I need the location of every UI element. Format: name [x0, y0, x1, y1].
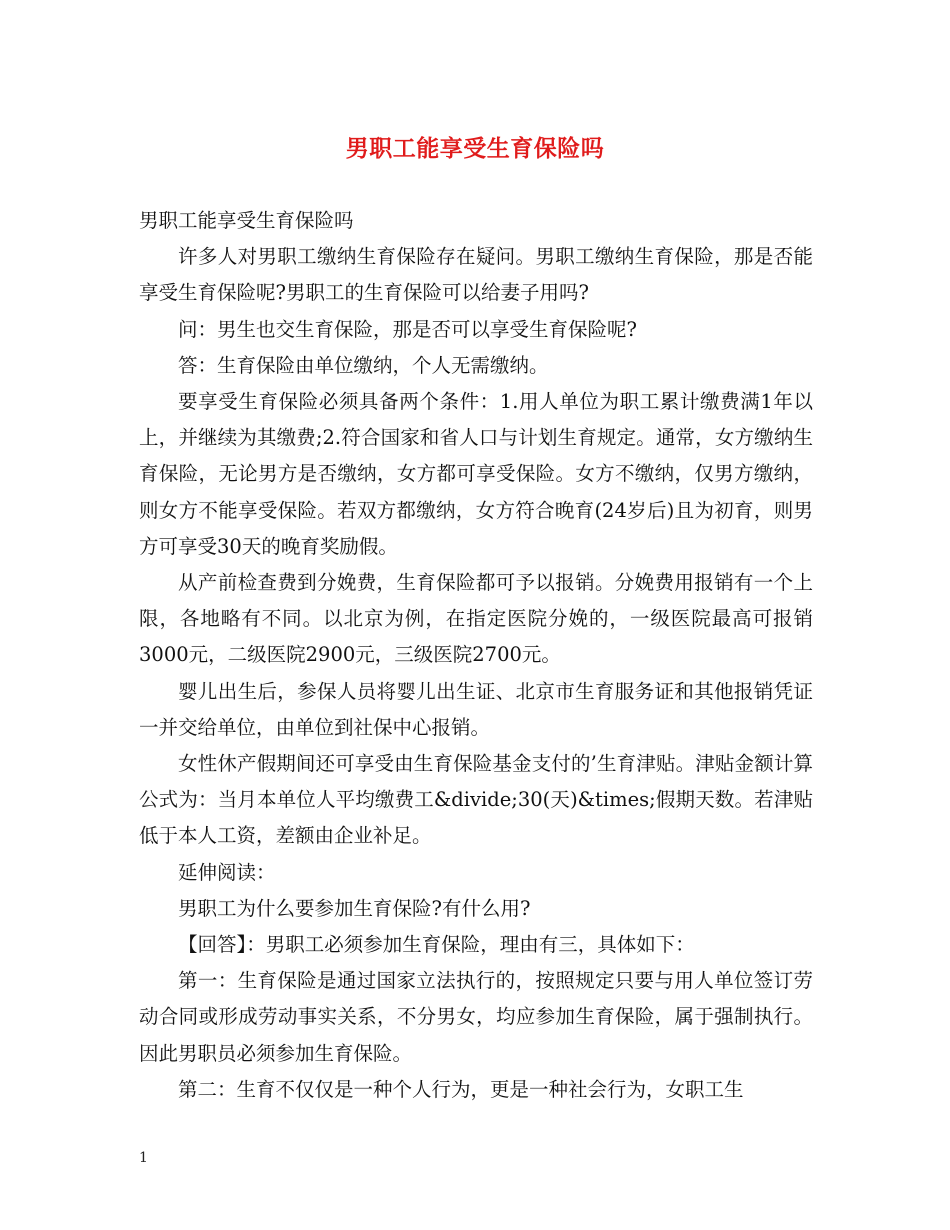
- paragraph-reply: 【回答】：男职工必须参加生育保险，理由有三，具体如下：: [178, 933, 695, 957]
- paragraph-reason-two: 第二：生育不仅仅是一种个人行为，更是一种社会行为，女职工生: [178, 1077, 744, 1101]
- paragraph-reimbursement: 从产前检查费到分娩费，生育保险都可予以报销。分娩费用报销有一个上限，各地略有不同。以北京为例，在指定医院分娩的，一级医院最高可报销3000元，二级医院2900元，三级医院2700元。: [139, 571, 813, 667]
- paragraph-procedure: 婴儿出生后，参保人员将婴儿出生证、北京市生育服务证和其他报销凭证一并交给单位，由单位到社保中心报销。: [139, 679, 813, 739]
- paragraph-conditions: 要享受生育保险必须具备两个条件：1.用人单位为职工累计缴费满1年以上，并继续为其缴费;2.符合国家和省人口与计划生育规定。通常，女方缴纳生育保险，无论男方是否缴纳，女方都可享受保险。女方不缴纳，仅男方缴纳，则女方不能享受保险。若双方都缴纳，女方符合晚育(24岁后)且为初育，则男方可享受30天的晚育奖励假。: [139, 390, 813, 558]
- paragraph-allowance: 女性休产假期间还可享受由生育保险基金支付的’生育津贴。津贴金额计算公式为：当月本单位人平均缴费工&divide;30(天)&times;假期天数。若津贴低于本人工资，差额由企业补足。: [139, 752, 813, 848]
- document-subtitle: 男职工能享受生育保险吗: [139, 209, 354, 232]
- page-number: 1: [139, 1150, 148, 1166]
- paragraph-answer: 答：生育保险由单位缴纳，个人无需缴纳。: [178, 353, 549, 377]
- paragraph-question: 问：男生也交生育保险，那是否可以享受生育保险呢?: [178, 317, 637, 341]
- paragraph-why-question: 男职工为什么要参加生育保险?有什么用?: [178, 896, 531, 920]
- paragraph-intro: 许多人对男职工缴纳生育保险存在疑问。男职工缴纳生育保险，那是否能享受生育保险呢?男职工的生育保险可以给妻子用吗?: [139, 245, 813, 305]
- document-body: [139, 203, 813, 1108]
- document-title: 男职工能享受生育保险吗: [345, 135, 605, 162]
- paragraph-further-reading: 延伸阅读：: [178, 860, 276, 884]
- paragraph-reason-one: 第一：生育保险是通过国家立法执行的，按照规定只要与用人单位签订劳动合同或形成劳动事实关系，不分男女，均应参加生育保险，属于强制执行。因此男职员必须参加生育保险。: [139, 969, 813, 1065]
